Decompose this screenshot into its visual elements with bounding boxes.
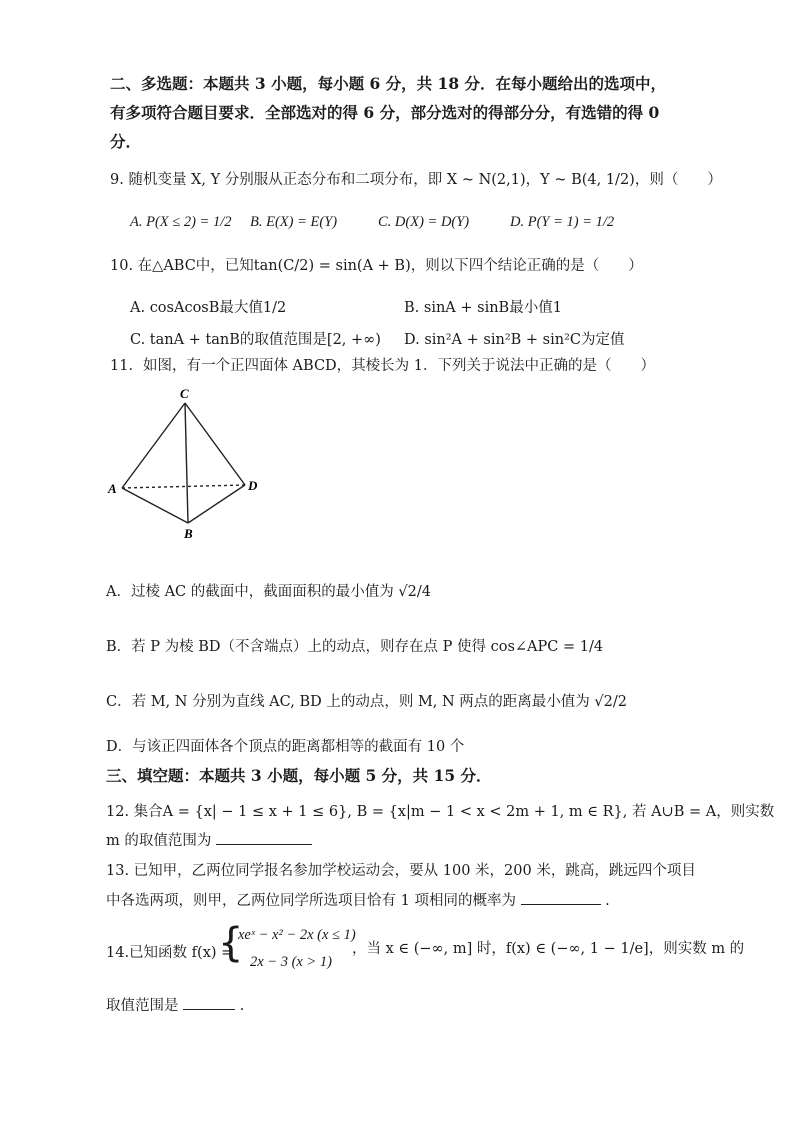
question-14-line-2	[106, 995, 244, 1016]
tetrahedron-figure	[100, 385, 280, 545]
question-13-end: .	[605, 893, 610, 909]
question-9-option-b: B. E(X) = E(Y)	[250, 214, 338, 230]
section-2-title-line-3: 分．	[110, 132, 142, 151]
question-14-case-1: xeˣ − x² − 2x (x ≤ 1)	[238, 927, 356, 943]
piecewise-brace: {	[218, 920, 244, 966]
question-10-stem: 10. 在△ABC中，已知tan(C/2) = sin(A + B)，则以下四个结论正确的是（ ）	[110, 258, 643, 274]
vertex-label-c: C	[180, 386, 189, 401]
question-11-option-a: A．过棱 AC 的截面中，截面面积的最小值为 √2/4	[106, 584, 431, 600]
question-12-line-2-text: m 的取值范围为	[106, 833, 212, 849]
vertex-label-d: D	[248, 478, 258, 493]
question-12-line-1: 12. 集合A = {x| − 1 ≤ x + 1 ≤ 6}, B = {x|m − 1 < x < 2m + 1, m ∈ R}, 若 A∪B = A，则实数	[106, 804, 775, 820]
edge-bd	[188, 485, 245, 523]
edge-ca	[122, 403, 185, 488]
question-14-end: .	[239, 998, 245, 1014]
question-13-line-2	[106, 890, 610, 911]
answer-blank-12[interactable]	[216, 830, 312, 845]
edge-cb	[185, 403, 188, 523]
question-10-option-a: A. cosAcosB最大值1/2	[130, 300, 287, 316]
edge-ab	[122, 488, 188, 523]
question-14-line-2-text: 取值范围是	[106, 998, 179, 1014]
vertex-label-b: B	[184, 526, 193, 541]
question-10-option-d: D. sin²A + sin²B + sin²C为定值	[404, 332, 625, 348]
section-3-title: 三、填空题：本题共 3 小题，每小题 5 分，共 15 分．	[106, 766, 492, 785]
question-11-option-d: D．与该正四面体各个顶点的距离都相等的截面有 10 个	[106, 739, 465, 755]
question-14-case-2: 2x − 3 (x > 1)	[250, 954, 332, 970]
question-10-option-b: B. sinA + sinB最小值1	[404, 300, 562, 316]
question-13-line-1: 13. 已知甲，乙两位同学报名参加学校运动会，要从 100 米，200 米，跳高，跳远四个项目	[106, 863, 696, 879]
question-14-condition: ，当 x ∈ (−∞, m] 时，f(x) ∈ (−∞, 1 − 1/e]，则实数 m 的	[352, 941, 745, 957]
question-9-option-a: A. P(X ≤ 2) = 1/2	[130, 214, 232, 230]
question-14-lead: 14.已知函数 f(x) =	[106, 945, 234, 961]
question-11-stem: 11．如图，有一个正四面体 ABCD，其棱长为 1．下列关于说法中正确的是（ ）	[110, 358, 656, 374]
edge-cd	[185, 403, 245, 485]
edge-ad-hidden	[122, 485, 245, 488]
question-9-option-c: C. D(X) = D(Y)	[378, 214, 470, 230]
question-11-option-c: C．若 M, N 分别为直线 AC, BD 上的动点，则 M, N 两点的距离最小值为 √2/2	[106, 694, 627, 710]
section-2-title-line-1: 二、多选题：本题共 3 小题，每小题 6 分，共 18 分．在每小题给出的选项中，	[110, 74, 667, 93]
section-2-title-line-2: 有多项符合题目要求．全部选对的得 6 分，部分选对的得部分分，有选错的得 0	[110, 103, 660, 122]
question-10-option-c: C. tanA + tanB的取值范围是[2, +∞)	[130, 332, 381, 348]
answer-blank-14[interactable]	[183, 995, 235, 1010]
question-9-option-d: D. P(Y = 1) = 1/2	[510, 214, 615, 230]
vertex-label-a: A	[108, 481, 117, 496]
question-12-line-2	[106, 830, 312, 851]
question-13-line-2-text: 中各选两项，则甲，乙两位同学所选项目恰有 1 项相同的概率为	[106, 893, 516, 909]
answer-blank-13[interactable]	[521, 890, 601, 905]
question-11-option-b: B．若 P 为棱 BD（不含端点）上的动点，则存在点 P 使得 cos∠APC = 1/4	[106, 639, 604, 655]
question-9-stem: 9. 随机变量 X, Y 分别服从正态分布和二项分布，即 X ~ N(2,1)，Y ~ B(4, 1/2)，则（ ）	[110, 172, 722, 188]
